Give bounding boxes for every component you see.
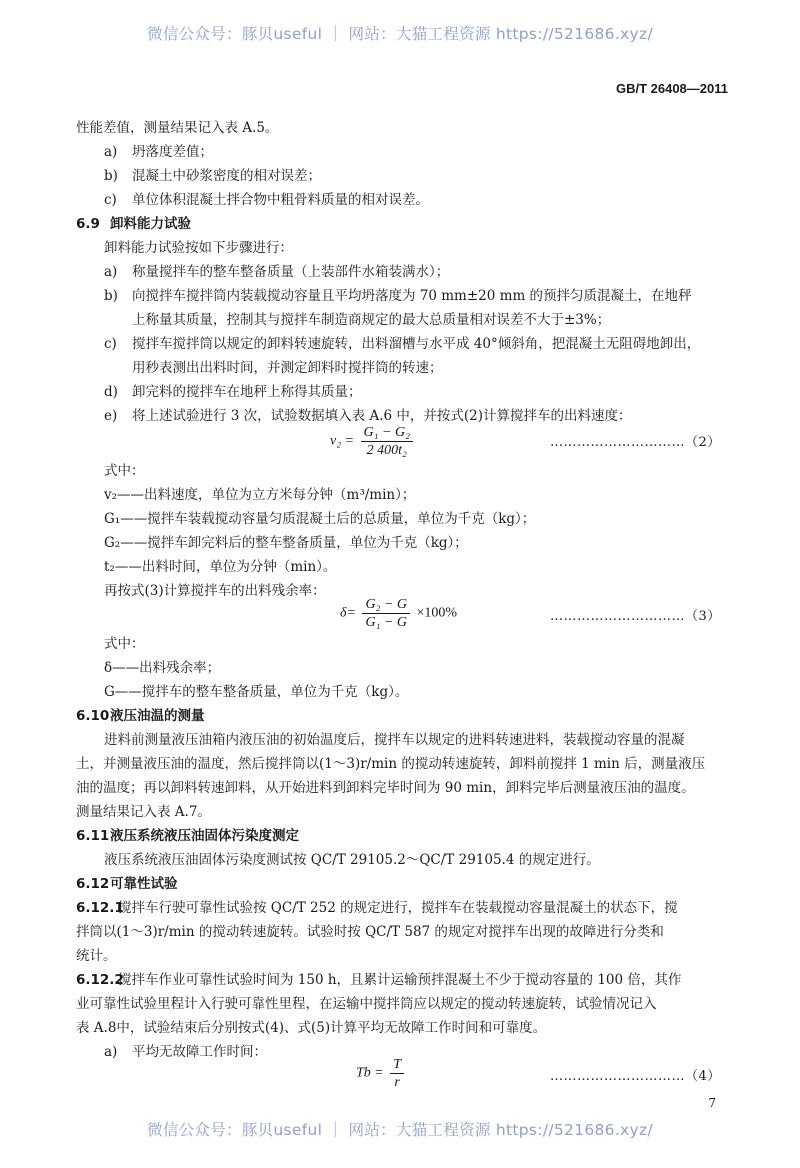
list-text: 称量搅拌车的整车整备质量（上装部件水箱装满水）； [132,264,450,280]
text-line: 统计。 [76,948,117,964]
fraction [361,424,413,459]
list-text: 坍落度差值； [132,144,213,160]
section-title: 可靠性试验 [110,876,178,892]
denominator: r [394,1075,400,1090]
standard-code: GB/T 26408—2011 [615,81,728,96]
page-number: 7 [708,1096,716,1110]
text-line: 再按式(3)计算搅拌车的出料残余率： [104,583,326,599]
list-text: 将上述试验进行 3 次，试验数据填入表 A.6 中，并按式(2)计算搅拌车的出料速度： [132,408,632,424]
watermark-top: 微信公众号：豚贝useful ｜ 网站：大猫工程资源 https://521686.xyz/ [147,25,653,43]
section-number: 6.10 [76,708,110,724]
clause-text: 搅拌车作业可靠性试验时间为 150 h，且累计运输预拌混凝土不少于搅动容量的 100 倍，其作 [118,972,682,988]
list-item [104,263,449,281]
list-item [104,287,692,305]
list-item [104,1043,267,1061]
list-marker: a) [104,264,118,280]
list-text: 向搅拌车搅拌筒内装载搅动容量且平均坍落度为 70 mm±20 mm 的预拌匀质混凝土，在地秤 [132,288,692,304]
section-heading-6-10 [76,707,205,725]
list-item [104,407,632,425]
list-text: 平均无故障工作时间： [132,1044,267,1060]
text-line: 进料前测量液压油箱内液压油的初始温度后，搅拌车以规定的进料转速进料，装载搅动容量的混凝 [104,732,685,748]
section-title: 液压油温的测量 [110,708,205,724]
list-marker: c) [104,192,117,208]
fraction [390,1056,404,1091]
symbol-definition: t₂——出料时间，单位为分钟（min）。 [104,559,337,575]
numerator: G₁ − G₂ [361,424,413,442]
symbol-definition: δ——出料残余率； [104,660,221,676]
section-title: 液压系统液压油固体污染度测定 [110,828,299,844]
numerator: T [390,1056,404,1074]
formula-lhs: v₂ = [330,433,355,449]
list-item [104,167,321,185]
formula-tail: ×100% [416,605,458,621]
fraction [362,596,410,631]
list-marker: b) [104,168,118,184]
symbol-definition: v₂——出料速度，单位为立方米每分钟（m³/min）； [104,487,416,503]
formula-lhs: δ= [340,605,356,621]
list-marker: b) [104,288,118,304]
section-number: 6.12 [76,876,110,892]
list-marker: a) [104,1044,118,1060]
section-heading-6-12 [76,875,178,893]
list-text: 搅拌车搅拌筒以规定的卸料转速旋转，出料溜槽与水平成 40°倾斜角，把混凝土无阻碍地卸出， [132,336,701,352]
denominator: G₁ − G [365,615,408,630]
list-marker: c) [104,336,117,352]
section-heading-6-9 [76,215,191,233]
clause-6-12-2 [76,971,681,989]
list-item [104,143,213,161]
text-line: 表 A.8中，试验结束后分别按式(4)、式(5)计算平均无故障工作时间和可靠度。 [76,1020,547,1036]
symbol-definition: G₂——搅拌车卸完料后的整车整备质量，单位为千克（kg）； [104,535,468,551]
section-number: 6.9 [76,216,100,232]
formula-lhs: Tb = [356,1065,384,1081]
numerator: G₂ − G [362,596,410,614]
text-line: 式中： [104,463,145,479]
clause-6-12-1 [76,899,678,917]
list-text: 单位体积混凝土拌合物中粗骨料质量的相对误差。 [132,192,429,208]
text-line: 式中： [104,636,145,652]
text-line: 液压系统液压油固体污染度测试按 QC/T 29105.2～QC/T 29105.4 的规定进行。 [104,852,600,868]
clause-text: 搅拌车行驶可靠性试验按 QC/T 252 的规定进行，搅拌车在装载搅动容量混凝土的状态下，搅 [118,900,678,916]
section-number: 6.11 [76,828,110,844]
equation-number-4: …………………………（4） [550,1069,721,1084]
list-item [104,191,429,209]
formula-3 [340,596,457,631]
text-line: 卸料能力试验按如下步骤进行： [104,240,293,256]
section-title: 卸料能力试验 [110,216,191,232]
section-heading-6-11 [76,827,299,845]
text-line: 上称量其质量，控制其与搅拌车制造商规定的最大总质量相对误差不大于±3%； [132,312,611,328]
list-text: 混凝土中砂浆密度的相对误差； [132,168,321,184]
text-line: 拌筒以(1～3)r/min 的搅动转速旋转。试验时按 QC/T 587 的规定对搅拌车出现的故障进行分类和 [76,924,664,940]
text-line: 业可靠性试验里程计入行驶可靠性里程，在运输中搅拌筒应以规定的搅动转速旋转，试验情况记入 [76,996,657,1012]
list-item [104,383,362,401]
formula-2 [330,424,416,459]
list-marker: e) [104,408,118,424]
symbol-definition: G——搅拌车的整车整备质量，单位为千克（kg）。 [104,684,409,700]
text-line: 性能差值，测量结果记入表 A.5。 [76,120,279,136]
equation-number-3: …………………………（3） [550,609,721,624]
clause-number: 6.12.1 [76,900,124,916]
text-line: 油的温度；再以卸料转速卸料，从开始进料到卸料完毕时间为 90 min，卸料完毕后测量液压油的温度。 [76,780,695,796]
list-item [104,335,700,353]
list-text: 卸完料的搅拌车在地秤上称得其质量； [132,384,362,400]
denominator: 2 400t₂ [366,443,407,458]
text-line: 测量结果记入表 A.7。 [76,804,211,820]
list-marker: d) [104,384,118,400]
watermark-bottom: 微信公众号：豚贝useful ｜ 网站：大猫工程资源 https://521686.xyz/ [147,1121,653,1139]
text-line: 土，并测量液压油的温度，然后搅拌筒以(1～3)r/min 的搅动转速旋转，卸料前搅拌 1 min 后，测量液压 [76,756,706,772]
clause-number: 6.12.2 [76,972,124,988]
symbol-definition: G₁——搅拌车装载搅动容量匀质混凝土后的总质量，单位为千克（kg）； [104,511,536,527]
formula-4 [356,1056,407,1091]
equation-number-2: …………………………（2） [550,435,721,450]
text-line: 用秒表测出出料时间，并测定卸料时搅拌筒的转速； [132,360,443,376]
list-marker: a) [104,144,118,160]
